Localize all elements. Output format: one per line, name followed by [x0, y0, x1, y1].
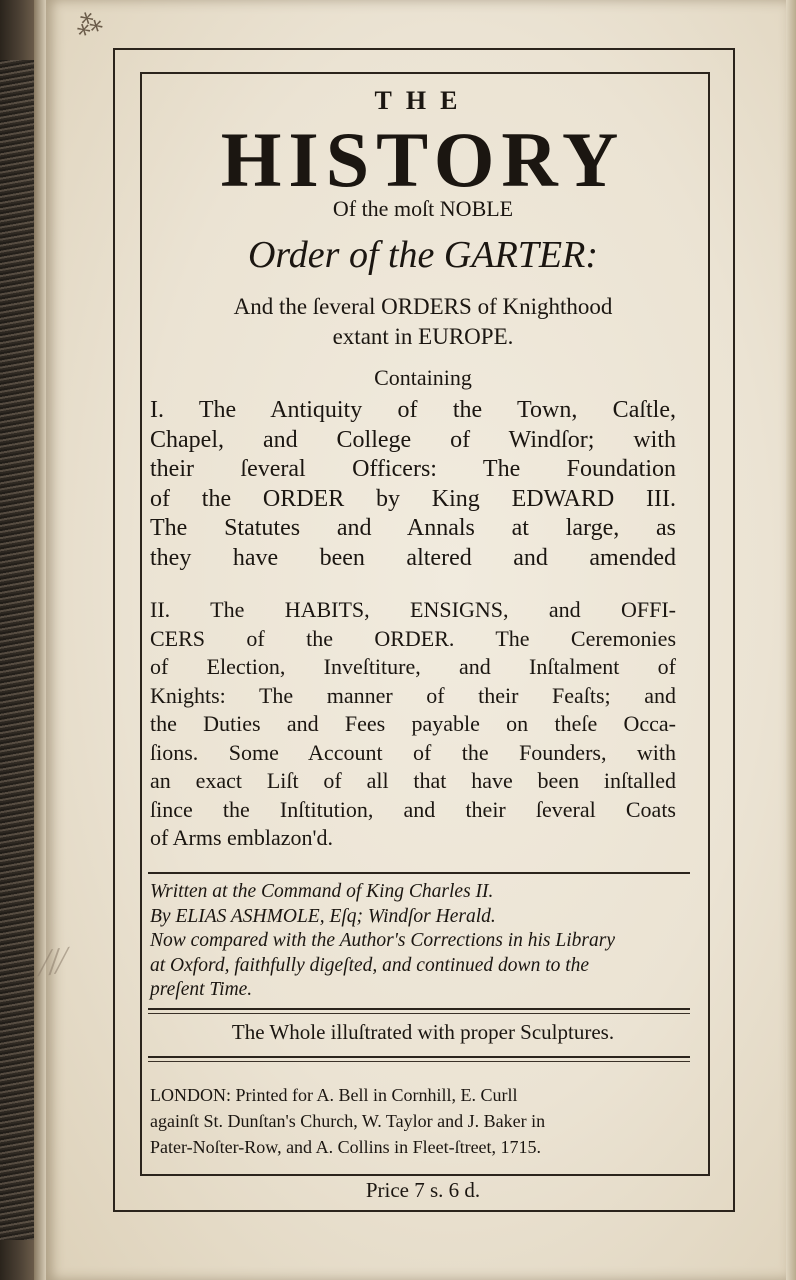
authorship-line: preſent Time. — [150, 979, 253, 1000]
section-two-line: CERS of the ORDER. The Ceremonies — [150, 625, 676, 651]
imprint-block — [150, 1082, 690, 1160]
subtitle-orders: And the ſeveral ORDERS of Knighthood — [233, 294, 613, 319]
authorship-line: By ELIAS ASHMOLE, Eſq; Windſor Herald. — [150, 905, 496, 927]
subtitle-europe: extant in EUROPE. — [332, 324, 514, 349]
section-two-line: Knights: The manner of their Feaſts; and — [150, 682, 676, 708]
containing-label: Containing — [374, 365, 472, 390]
title-noble: Of the moſt NOBLE — [332, 196, 514, 221]
divider-rule — [148, 1061, 690, 1062]
section-one-line: I. The Antiquity of the Town, Caſtle, — [150, 397, 676, 423]
authorship-line: Now compared with the Author's Corrections in his Library — [150, 930, 615, 951]
section-one-line: Chapel, and College of Windſor; with — [150, 426, 676, 453]
sculptures-note: The Whole illuſtrated with proper Sculptures. — [231, 1020, 615, 1044]
section-two-line: the Duties and Fees payable on theſe Occa- — [150, 711, 676, 736]
section-one-line: they have been altered and amended — [150, 544, 676, 571]
divider-rule — [148, 1056, 690, 1058]
pencil-annotation: ⁂ — [72, 6, 106, 43]
imprint-line: LONDON: Printed for A. Bell in Cornhill, E. Curll — [150, 1085, 518, 1105]
frontispiece-engraving — [0, 60, 34, 1240]
title-history: HISTORY — [220, 116, 626, 203]
section-two — [150, 596, 676, 853]
section-two-line: an exact Liſt of all that have been inſtalled — [150, 768, 676, 793]
section-two-line: ſions. Some Account of the Founders, with — [150, 739, 676, 765]
divider-rule — [148, 1008, 690, 1010]
section-one-line: of the ORDER by King EDWARD III. — [150, 485, 676, 512]
price-label: Price 7 s. 6 d. — [365, 1178, 481, 1202]
authorship-line: at Oxford, faithfully digeſted, and continued down to the — [150, 954, 590, 976]
page-edge — [786, 0, 796, 1280]
section-one — [150, 396, 676, 573]
section-one-line: The Statutes and Annals at large, as — [150, 515, 676, 541]
imprint-line: Pater-Noſter-Row, and A. Collins in Fleet-ſtreet, 1715. — [150, 1137, 542, 1157]
section-one-line: their ſeveral Officers: The Foundation — [150, 456, 676, 482]
authorship-block — [150, 880, 690, 1003]
margin-pencil-mark: ⁄/⁄ — [39, 939, 69, 985]
title-garter: Order of the GARTER: — [247, 234, 599, 276]
divider-rule — [148, 872, 690, 874]
imprint-line: againſt St. Dunſtan's Church, W. Taylor and J. Baker in — [150, 1111, 546, 1131]
section-two-line: II. The HABITS, ENSIGNS, and OFFI- — [150, 597, 676, 622]
section-two-line: of Arms emblazon'd. — [150, 825, 333, 850]
section-two-line: of Election, Inveſtiture, and Inſtalment of — [150, 654, 676, 679]
title-the: THE — [374, 86, 472, 115]
divider-rule — [148, 1013, 690, 1014]
authorship-line: Written at the Command of King Charles II. — [150, 881, 494, 902]
section-two-line: ſince the Inſtitution, and their ſeveral Coats — [150, 796, 676, 822]
